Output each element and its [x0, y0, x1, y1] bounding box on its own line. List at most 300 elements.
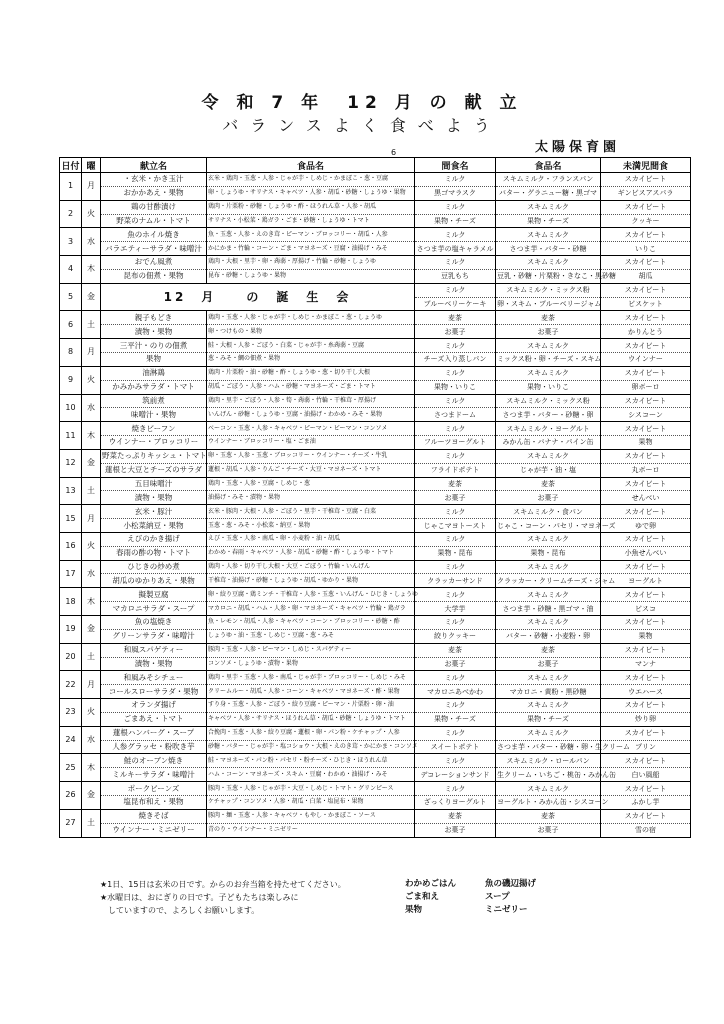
infant-snack-cell: スカイビート: [601, 726, 691, 740]
table-row: [60, 643, 691, 657]
ingredients-cell: ベーコン・玉葱・人参・キャベツ・ピーマン・ビーマン・コンソメ: [207, 422, 415, 436]
menu-name-cell: 小松菜納豆・果物: [101, 519, 207, 533]
ingredients-cell: クリームルー・胡瓜・人参・コーン・キャベツ・マヨネーズ・酢・果物: [207, 685, 415, 699]
snack-ingredients-cell: ヨーグルト・みかん缶・シスコーン: [496, 795, 601, 809]
date-cell: 12: [60, 449, 82, 477]
table-row: [60, 588, 691, 602]
weekday-cell: 金: [82, 782, 101, 810]
note-line: していますので、よろしくお願いします。: [100, 906, 260, 915]
menu-name-cell: 塩昆布和え・果物: [101, 795, 207, 809]
table-row: [60, 685, 691, 699]
table-row: [60, 394, 691, 408]
snack-name-cell: お菓子: [415, 657, 496, 671]
snack-ingredients-cell: お菓子: [496, 657, 601, 671]
ingredients-cell: 葱・みそ・鯛の佃煮・果物: [207, 352, 415, 366]
ingredients-cell: かにかま・竹輪・コーン・ごま・マヨネーズ・豆腐・油揚げ・みそ: [207, 242, 415, 256]
weekday-cell: 金: [82, 616, 101, 644]
table-row: [60, 616, 691, 630]
weekday-cell: 木: [82, 422, 101, 450]
date-cell: 11: [60, 422, 82, 450]
snack-ingredients-cell: さつま芋・バター・砂糖・卵・生クリーム: [496, 740, 601, 754]
weekday-cell: 水: [82, 394, 101, 422]
snack-ingredients-cell: スキムミルク: [496, 726, 601, 740]
table-row: [60, 574, 691, 588]
snack-name-cell: ミルク: [415, 366, 496, 380]
infant-snack-cell: スカイビート: [601, 256, 691, 270]
snack-name-cell: ミルク: [415, 173, 496, 187]
snack-name-cell: ミルク: [415, 449, 496, 463]
snack-ingredients-cell: スキムミルク: [496, 782, 601, 796]
weekday-cell: 月: [82, 173, 101, 201]
ingredients-cell: 鶏肉・玉葱・人参・じゃが芋・しめじ・かまぼこ・葱・しょうゆ: [207, 311, 415, 325]
infant-snack-cell: ヨーグルト: [601, 574, 691, 588]
table-row: [60, 768, 691, 782]
ingredients-cell: 砂糖・バター・じゃが芋・塩コショウ・大根・えのき茸・かにかま・コンソメ: [207, 740, 415, 754]
ingredients-cell: 昆布・砂糖・しょうゆ・果物: [207, 269, 415, 283]
infant-snack-cell: スカイビート: [601, 366, 691, 380]
weekday-cell: 土: [82, 311, 101, 339]
ingredients-cell: 鶏肉・里芋・玉葱・人参・南瓜・じゃが芋・ブロッコリー・しめじ・みそ: [207, 671, 415, 685]
infant-snack-cell: スカイビート: [601, 588, 691, 602]
snack-name-cell: ミルク: [415, 754, 496, 768]
infant-snack-cell: ふかし芋: [601, 795, 691, 809]
ingredients-cell: 鶏肉・片栗粉・油・砂糖・酢・しょうゆ・葱・切り干し大根: [207, 366, 415, 380]
infant-snack-cell: スカイビート: [601, 809, 691, 823]
date-cell: 5: [60, 283, 82, 311]
header-menu-name: 献立名: [101, 158, 207, 173]
menu-name-cell: おでん風煮: [101, 256, 207, 270]
note-line: ★水曜日は、おにぎりの日です。子どもたちは楽しみに: [100, 893, 299, 902]
date-cell: 17: [60, 560, 82, 588]
menu-name-cell: 味噌汁・果物: [101, 408, 207, 422]
snack-name-cell: ミルク: [415, 671, 496, 685]
infant-snack-cell: スカイビート: [601, 283, 691, 297]
snack-name-cell: ミルク: [415, 560, 496, 574]
snack-ingredients-cell: スキムミルク: [496, 699, 601, 713]
table-row: [60, 242, 691, 256]
infant-snack-cell: スカイビート: [601, 311, 691, 325]
table-row: [60, 352, 691, 366]
menu-name-cell: オランダ揚げ: [101, 699, 207, 713]
ingredients-cell: 卵・玉葱・人参・玉葱・ブロッコリー・ウインナー・チーズ・牛乳: [207, 449, 415, 463]
infant-snack-cell: シスコーン: [601, 408, 691, 422]
snack-ingredients-cell: 麦茶: [496, 809, 601, 823]
table-row: [60, 546, 691, 560]
date-cell: 24: [60, 726, 82, 754]
snack-name-cell: フライドポテト: [415, 463, 496, 477]
date-cell: 27: [60, 809, 82, 837]
weekday-cell: 月: [82, 505, 101, 533]
ingredients-cell: 鮭・マヨネーズ・パン粉・パセリ・粉チーズ・ひじき・ほうれん草: [207, 754, 415, 768]
table-row: [60, 339, 691, 353]
ingredients-cell: しょうゆ・油・玉葱・しめじ・豆腐・葱・みそ: [207, 629, 415, 643]
infant-snack-cell: スカイビート: [601, 699, 691, 713]
snack-name-cell: クラッカーサンド: [415, 574, 496, 588]
snack-ingredients-cell: スキムミルク: [496, 339, 601, 353]
snack-name-cell: ミルク: [415, 394, 496, 408]
table-row: [60, 699, 691, 713]
infant-snack-cell: ギンビスアスパラ: [601, 186, 691, 200]
menu-name-cell: ポークビーンズ: [101, 782, 207, 796]
table-row: [60, 671, 691, 685]
infant-snack-cell: クッキー: [601, 214, 691, 228]
birthday-event-cell: 12 月 の 誕 生 会: [101, 283, 415, 311]
snack-ingredients-cell: 麦茶: [496, 477, 601, 491]
weekday-cell: 月: [82, 339, 101, 367]
header-ingredients: 食品名: [207, 158, 415, 173]
menu-name-cell: 和風スパゲティー: [101, 643, 207, 657]
ingredients-cell: 豚肉・麺・玉葱・人参・キャベツ・もやし・かまぼこ・ソース: [207, 809, 415, 823]
date-cell: 22: [60, 671, 82, 699]
table-row: [60, 477, 691, 491]
date-cell: 25: [60, 754, 82, 782]
menu-name-cell: 玄米・豚汁: [101, 505, 207, 519]
menu-name-cell: 人参グラッセ・粉吹き芋: [101, 740, 207, 754]
snack-name-cell: ミルク: [415, 726, 496, 740]
ingredients-cell: 鶏肉・人参・切り干し大根・大豆・ごぼう・竹輪・いんげん: [207, 560, 415, 574]
header-snack-ingredients: 食品名: [496, 158, 601, 173]
ingredients-cell: 鶏肉・片栗粉・砂糖・しょうゆ・酢・ほうれん草・人参・胡瓜: [207, 200, 415, 214]
date-cell: 20: [60, 643, 82, 671]
menu-name-cell: 焼きそば: [101, 809, 207, 823]
infant-snack-cell: 炒り卵: [601, 712, 691, 726]
ingredients-cell: ハム・コーン・マヨネーズ・スキム・豆腐・わかめ・油揚げ・みそ: [207, 768, 415, 782]
snack-name-cell: 果物・チーズ: [415, 214, 496, 228]
snack-ingredients-cell: スキムミルク: [496, 671, 601, 685]
table-row: [60, 519, 691, 533]
extra-menu-row: [405, 904, 536, 917]
infant-snack-cell: スカイビート: [601, 200, 691, 214]
table-row: [60, 532, 691, 546]
table-row: [60, 449, 691, 463]
notes: [100, 878, 346, 917]
extra-menu-item: ミニゼリー: [485, 905, 528, 915]
date-cell: 1: [60, 173, 82, 201]
extra-menu-row: [405, 878, 536, 891]
snack-name-cell: 絞りクッキー: [415, 629, 496, 643]
snack-ingredients-cell: 麦茶: [496, 643, 601, 657]
snack-ingredients-cell: スキムミルク: [496, 532, 601, 546]
snack-ingredients-cell: 果物・昆布: [496, 546, 601, 560]
snack-ingredients-cell: みかん缶・バナナ・パイン缶: [496, 436, 601, 450]
snack-name-cell: じゃこマヨトースト: [415, 519, 496, 533]
infant-snack-cell: 卵ボーロ: [601, 380, 691, 394]
infant-snack-cell: スカイビート: [601, 449, 691, 463]
weekday-cell: 月: [82, 671, 101, 699]
menu-name-cell: マカロニサラダ・スープ: [101, 602, 207, 616]
menu-name-cell: コールスローサラダ・果物: [101, 685, 207, 699]
infant-snack-cell: マンナ: [601, 657, 691, 671]
extra-menu-item: スープ: [485, 892, 510, 902]
table-row: [60, 436, 691, 450]
infant-snack-cell: スカイビート: [601, 782, 691, 796]
ingredients-cell: 鶏肉・玉葱・人参・豆腐・しめじ・葱: [207, 477, 415, 491]
menu-name-cell: えびのかき揚げ: [101, 532, 207, 546]
ingredients-cell: 魚・レモン・胡瓜・人参・キャベツ・コーン・ブロッコリー・砂糖・酢: [207, 616, 415, 630]
table-row: [60, 269, 691, 283]
menu-name-cell: 擬製豆腐: [101, 588, 207, 602]
snack-ingredients-cell: お菓子: [496, 823, 601, 837]
ingredients-cell: 油揚げ・みそ・漬物・果物: [207, 491, 415, 505]
menu-name-cell: ウインナー・ブロッコリー: [101, 436, 207, 450]
weekday-cell: 金: [82, 283, 101, 311]
header-date: 日付: [60, 158, 82, 173]
menu-name-cell: かみかみサラダ・トマト: [101, 380, 207, 394]
ingredients-cell: サリナス・小松菜・鶏ガラ・ごま・砂糖・しょうゆ・トマト: [207, 214, 415, 228]
ingredients-cell: ウインナー・ブロッコリー・塩・ごま油: [207, 436, 415, 450]
table-row: [60, 795, 691, 809]
snack-ingredients-cell: スキムミルク: [496, 366, 601, 380]
snack-name-cell: ミルク: [415, 782, 496, 796]
snack-name-cell: 麦茶: [415, 809, 496, 823]
weekday-cell: 水: [82, 726, 101, 754]
menu-name-cell: 油淋鶏: [101, 366, 207, 380]
ingredients-cell: キャベツ・人参・サリナス・ほうれん草・胡瓜・砂糖・しょうゆ・トマト: [207, 712, 415, 726]
snack-name-cell: ミルク: [415, 532, 496, 546]
snack-name-cell: ミルク: [415, 256, 496, 270]
ingredients-cell: えび・玉葱・人参・南瓜・卵・小麦粉・油・胡瓜: [207, 532, 415, 546]
table-row: [60, 325, 691, 339]
extra-menu-item: 魚の磯辺揚げ: [485, 879, 537, 889]
ingredients-cell: 鶏肉・里芋・ごぼう・人参・筍・蒟蒻・竹輪・干椎茸・厚揚げ: [207, 394, 415, 408]
infant-snack-cell: 雪の宿: [601, 823, 691, 837]
snack-ingredients-cell: さつま芋・バター・砂糖: [496, 242, 601, 256]
table-row: [60, 629, 691, 643]
snack-ingredients-cell: スキムミルク: [496, 616, 601, 630]
ingredients-cell: 青のり・ウインナー・ミニゼリー: [207, 823, 415, 837]
menu-name-cell: 漬物・果物: [101, 491, 207, 505]
snack-ingredients-cell: さつま芋・バター・砂糖・卵: [496, 408, 601, 422]
snack-name-cell: ミルク: [415, 505, 496, 519]
menu-name-cell: 漬物・果物: [101, 325, 207, 339]
weekday-cell: 土: [82, 477, 101, 505]
infant-snack-cell: スカイビート: [601, 173, 691, 187]
extra-menu: [405, 878, 536, 917]
table-row: [60, 311, 691, 325]
ingredients-cell: 胡瓜・ごぼう・人参・ハム・砂糖・マヨネーズ・ごま・トマト: [207, 380, 415, 394]
snack-ingredients-cell: スキムミルク・ロールパン: [496, 754, 601, 768]
snack-name-cell: ミルク: [415, 283, 496, 297]
weekday-cell: 木: [82, 256, 101, 284]
menu-name-cell: ・玄米・かき玉汁: [101, 173, 207, 187]
snack-name-cell: ミルク: [415, 616, 496, 630]
page-number: 6: [391, 148, 397, 157]
ingredients-cell: 鶏肉・大根・里芋・卵・蒟蒻・厚揚げ・竹輪・砂糖・しょうゆ: [207, 256, 415, 270]
snack-ingredients-cell: スキムミルク: [496, 256, 601, 270]
table-row: [60, 823, 691, 837]
menu-name-cell: 魚のホイル焼き: [101, 228, 207, 242]
snack-name-cell: お菓子: [415, 491, 496, 505]
snack-ingredients-cell: スキムミルク・フランスパン: [496, 173, 601, 187]
weekday-cell: 火: [82, 200, 101, 228]
ingredients-cell: 豚肉・玉葱・人参・じゃが芋・大豆・しめじ・トマト・グリンピース: [207, 782, 415, 796]
infant-snack-cell: スカイビート: [601, 616, 691, 630]
menu-name-cell: バラエティーサラダ・味噌汁: [101, 242, 207, 256]
snack-ingredients-cell: クラッカー・クリームチーズ・ジャム: [496, 574, 601, 588]
snack-ingredients-cell: じゃこ・コーン・パセリ・マヨネーズ: [496, 519, 601, 533]
snack-ingredients-cell: スキムミルク: [496, 200, 601, 214]
snack-ingredients-cell: スキムミルク・ミックス粉: [496, 394, 601, 408]
ingredients-cell: すり身・玉葱・人参・ごぼう・絞り豆腐・ピーマン・片栗粉・卵・油: [207, 699, 415, 713]
snack-name-cell: デコレーションサンド: [415, 768, 496, 782]
extra-menu-item: ごま和え: [405, 892, 440, 902]
date-cell: 19: [60, 616, 82, 644]
snack-ingredients-cell: スキムミルク: [496, 228, 601, 242]
weekday-cell: 土: [82, 809, 101, 837]
weekday-cell: 木: [82, 754, 101, 782]
snack-name-cell: 果物・昆布: [415, 546, 496, 560]
date-cell: 23: [60, 699, 82, 727]
table-row: [60, 602, 691, 616]
weekday-cell: 火: [82, 699, 101, 727]
menu-name-cell: ウインナー・ミニゼリー: [101, 823, 207, 837]
weekday-cell: 水: [82, 228, 101, 256]
ingredients-cell: 卵・絞り豆腐・鶏ミンチ・干椎茸・人参・玉葱・いんげん・ひじき・しょうゆ: [207, 588, 415, 602]
menu-name-cell: 五目味噌汁: [101, 477, 207, 491]
snack-name-cell: ブルーベリーケーキ: [415, 297, 496, 311]
ingredients-cell: 玄米・豚肉・大根・人参・ごぼう・里芋・干椎茸・豆腐・白菜: [207, 505, 415, 519]
table-row: [60, 809, 691, 823]
table-row: [60, 505, 691, 519]
snack-ingredients-cell: スキムミルク: [496, 449, 601, 463]
menu-name-cell: 焼きビーフン: [101, 422, 207, 436]
page-title: 令 和 7 年 12 月 の 献 立: [201, 93, 523, 113]
table-row: [60, 173, 691, 187]
header-infant-snack: 未満児間食: [601, 158, 691, 173]
snack-name-cell: 果物・いりこ: [415, 380, 496, 394]
table-row: [60, 740, 691, 754]
infant-snack-cell: かりんとう: [601, 325, 691, 339]
menu-name-cell: グリーンサラダ・味噌汁: [101, 629, 207, 643]
infant-snack-cell: プリン: [601, 740, 691, 754]
ingredients-cell: わかめ・春雨・キャベツ・人参・胡瓜・砂糖・酢・しょうゆ・トマト: [207, 546, 415, 560]
snack-name-cell: ミルク: [415, 339, 496, 353]
date-cell: 15: [60, 505, 82, 533]
infant-snack-cell: ゆで卵: [601, 519, 691, 533]
snack-ingredients-cell: 果物・チーズ: [496, 712, 601, 726]
menu-name-cell: 蓮根ハンバーグ・スープ: [101, 726, 207, 740]
snack-ingredients-cell: 果物・いりこ: [496, 380, 601, 394]
organization-name: 太陽保育園: [535, 140, 621, 155]
snack-ingredients-cell: 生クリーム・いちご・桃缶・みかん缶: [496, 768, 601, 782]
weekday-cell: 火: [82, 532, 101, 560]
table-row: [60, 283, 691, 297]
table-row: [60, 200, 691, 214]
table-row: [60, 560, 691, 574]
ingredients-cell: いんげん・砂糖・しょうゆ・豆腐・油揚げ・わかめ・みそ・果物: [207, 408, 415, 422]
weekday-cell: 木: [82, 588, 101, 616]
snack-ingredients-cell: バター・砂糖・小麦粉・卵: [496, 629, 601, 643]
menu-name-cell: 鮭のオーブン焼き: [101, 754, 207, 768]
snack-ingredients-cell: スキムミルク・ヨーグルト: [496, 422, 601, 436]
menu-table: [59, 157, 691, 838]
ingredients-cell: 豚肉・玉葱・人参・ピーマン・しめじ・スパゲティー: [207, 643, 415, 657]
menu-name-cell: 春雨の酢の物・トマト: [101, 546, 207, 560]
menu-body: [60, 173, 691, 838]
date-cell: 2: [60, 200, 82, 228]
snack-name-cell: さつま芋の塩キャラメル: [415, 242, 496, 256]
snack-ingredients-cell: ミックス粉・卵・チーズ・スキム: [496, 352, 601, 366]
table-row: [60, 782, 691, 796]
ingredients-cell: 魚・玉葱・人参・えのき茸・ピーマン・ブロッコリー・胡瓜・人参: [207, 228, 415, 242]
menu-name-cell: 三平汁・のりの佃煮: [101, 339, 207, 353]
snack-name-cell: お菓子: [415, 823, 496, 837]
date-cell: 3: [60, 228, 82, 256]
date-cell: 16: [60, 532, 82, 560]
weekday-cell: 土: [82, 643, 101, 671]
table-row: [60, 754, 691, 768]
table-row: [60, 228, 691, 242]
weekday-cell: 火: [82, 366, 101, 394]
infant-snack-cell: スカイビート: [601, 228, 691, 242]
ingredients-cell: コンソメ・しょうゆ・漬物・果物: [207, 657, 415, 671]
infant-snack-cell: ビスケット: [601, 297, 691, 311]
date-cell: 26: [60, 782, 82, 810]
table-row: [60, 380, 691, 394]
infant-snack-cell: 白い風船: [601, 768, 691, 782]
infant-snack-cell: スカイビート: [601, 477, 691, 491]
snack-ingredients-cell: 豆乳・砂糖・片栗粉・きなこ・黒砂糖: [496, 269, 601, 283]
extra-menu-row: [405, 891, 536, 904]
snack-ingredients-cell: バター・グラニュー糖・黒ゴマ: [496, 186, 601, 200]
snack-name-cell: 豆乳もち: [415, 269, 496, 283]
snack-ingredients-cell: マカロニ・黄粉・黒砂糖: [496, 685, 601, 699]
menu-name-cell: 野菜のナムル・トマト: [101, 214, 207, 228]
date-cell: 18: [60, 588, 82, 616]
infant-snack-cell: いりこ: [601, 242, 691, 256]
infant-snack-cell: スカイビート: [601, 671, 691, 685]
table-row: [60, 366, 691, 380]
snack-ingredients-cell: 麦茶: [496, 311, 601, 325]
extra-menu-item: 果物: [405, 905, 423, 915]
ingredients-cell: 卵・しょうゆ・サリナス・キャベツ・人参・胡瓜・砂糖・しょうゆ・果物: [207, 186, 415, 200]
header-row: [60, 158, 691, 173]
snack-name-cell: 黒ゴマラスク: [415, 186, 496, 200]
page-subtitle: バランスよく食べよう: [222, 116, 502, 135]
ingredients-cell: 玄米・鶏肉・玉葱・人参・じゃが芋・しめじ・かまぼこ・葱・豆腐: [207, 173, 415, 187]
snack-name-cell: ミルク: [415, 699, 496, 713]
date-cell: 8: [60, 339, 82, 367]
menu-name-cell: 親子もどき: [101, 311, 207, 325]
snack-name-cell: ミルク: [415, 422, 496, 436]
snack-name-cell: 麦茶: [415, 311, 496, 325]
snack-name-cell: ミルク: [415, 200, 496, 214]
infant-snack-cell: ウエハース: [601, 685, 691, 699]
snack-ingredients-cell: お菓子: [496, 325, 601, 339]
snack-ingredients-cell: スキムミルク・ミックス粉: [496, 283, 601, 297]
infant-snack-cell: スカイビート: [601, 643, 691, 657]
weekday-cell: 金: [82, 449, 101, 477]
snack-ingredients-cell: スキムミルク・食パン: [496, 505, 601, 519]
menu-name-cell: 胡瓜のゆかりあえ・果物: [101, 574, 207, 588]
table-row: [60, 408, 691, 422]
infant-snack-cell: スカイビート: [601, 754, 691, 768]
date-cell: 10: [60, 394, 82, 422]
snack-ingredients-cell: お菓子: [496, 491, 601, 505]
snack-name-cell: 麦茶: [415, 477, 496, 491]
extra-menu-item: わかめごはん: [405, 879, 457, 889]
snack-name-cell: マカロニあべかわ: [415, 685, 496, 699]
snack-ingredients-cell: スキムミルク: [496, 560, 601, 574]
infant-snack-cell: スカイビート: [601, 560, 691, 574]
ingredients-cell: 卵・つけもの・果物: [207, 325, 415, 339]
ingredients-cell: 合挽肉・玉葱・人参・絞り豆腐・蓮根・卵・パン粉・ケチャップ・人参: [207, 726, 415, 740]
ingredients-cell: ケチャップ・コンソメ・人参・胡瓜・白菜・塩昆布・果物: [207, 795, 415, 809]
table-row: [60, 726, 691, 740]
menu-name-cell: ミルキーサラダ・味噌汁: [101, 768, 207, 782]
table-row: [60, 256, 691, 270]
ingredients-cell: 干椎茸・油揚げ・砂糖・しょうゆ・胡瓜・ゆかり・果物: [207, 574, 415, 588]
